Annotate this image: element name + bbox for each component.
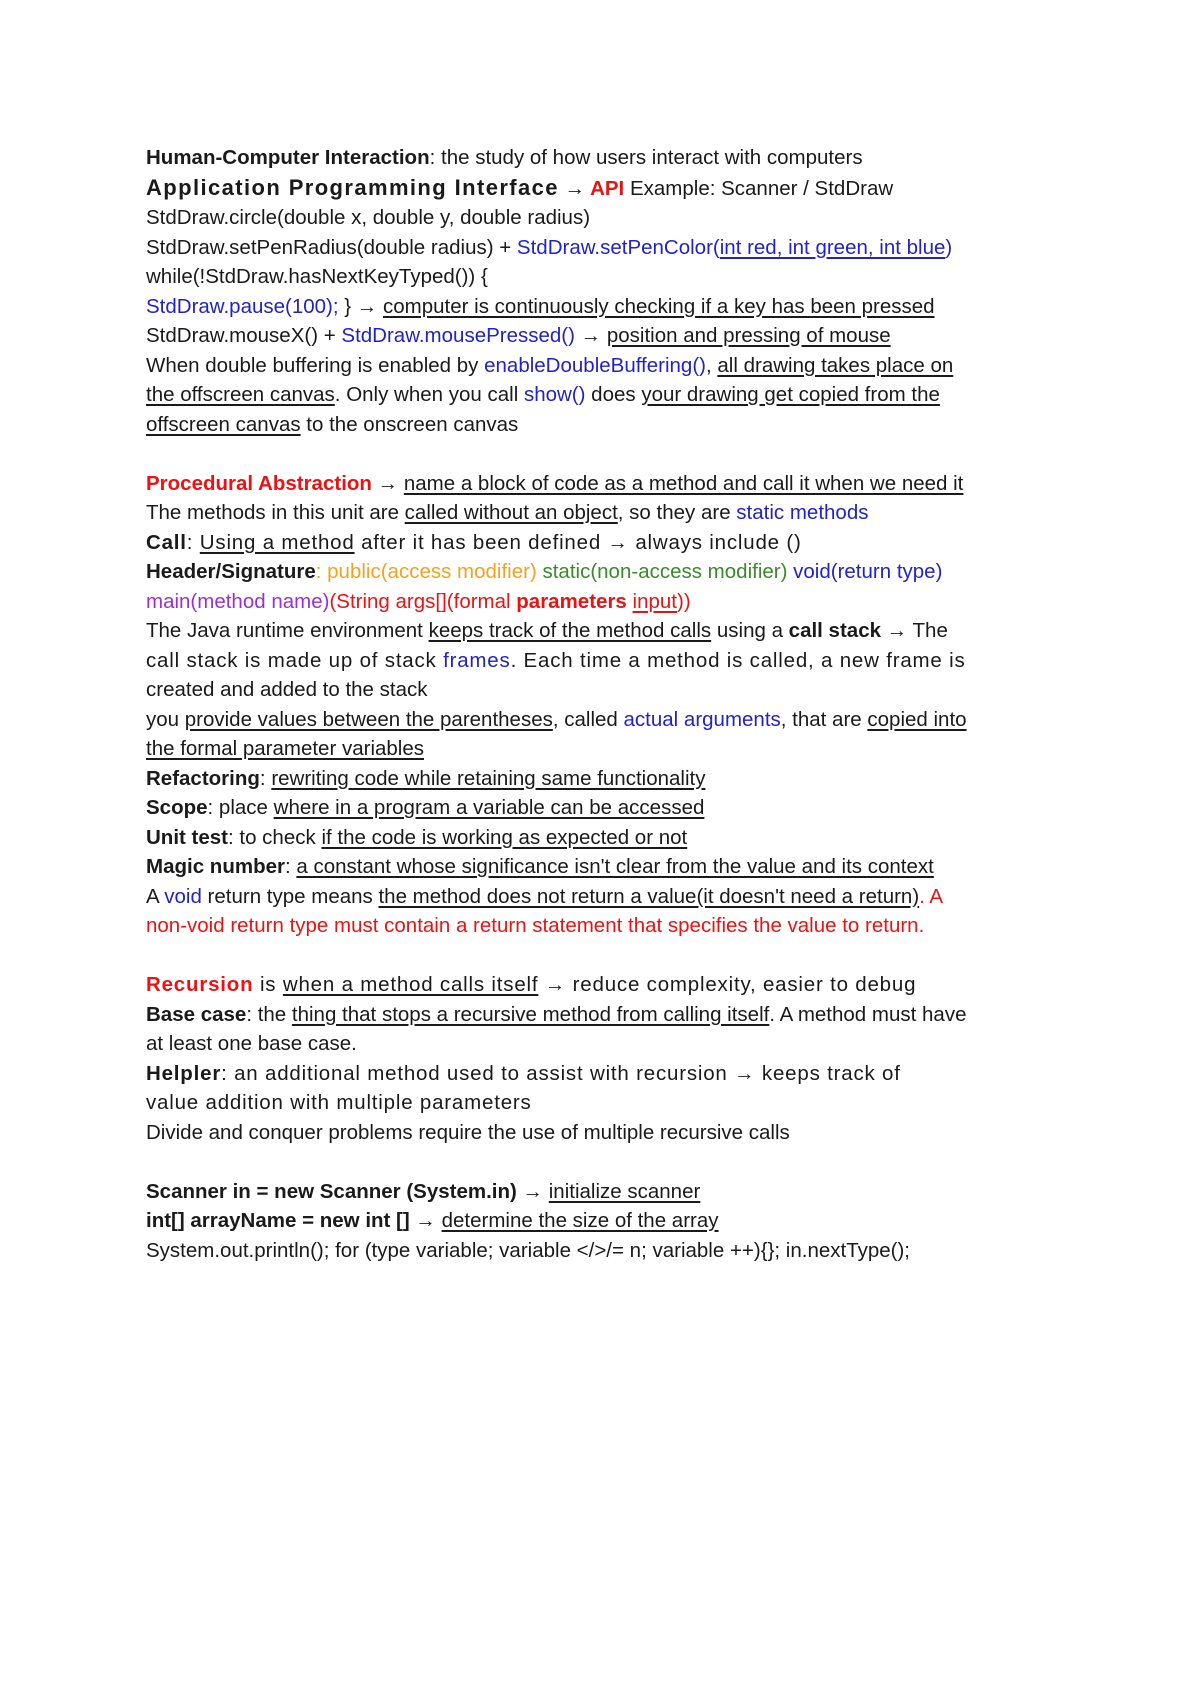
term-api: Application Programming Interface xyxy=(146,174,559,200)
term-procedural-abstraction: Procedural Abstraction xyxy=(146,471,372,495)
term-magic-number: Magic number xyxy=(146,855,285,878)
text-line: the formal parameter variables xyxy=(146,737,425,760)
notes-body xyxy=(146,143,1066,1265)
term-header-signature: Header/Signature xyxy=(146,560,316,583)
text-line: the offscreen canvas. Only when you call show() does your drawing get copied from the xyxy=(146,383,940,406)
code-line: StdDraw.pause(100); } → computer is continuously checking if a key has been pressed xyxy=(146,294,935,318)
unit-test-line: Unit test: to check if the code is working as expected or not xyxy=(146,825,688,849)
text-line: The methods in this unit are called without an object, so they are static methods xyxy=(146,501,869,524)
term-call-stack: call stack xyxy=(788,619,881,642)
term-call: Call xyxy=(146,530,187,554)
text-line: offscreen canvas to the onscreen canvas xyxy=(146,412,519,436)
text-line: The Java runtime environment keeps track of the method calls using a call stack → The xyxy=(146,619,948,642)
term-base-case: Base case xyxy=(146,1002,247,1026)
code-line: StdDraw.mouseX() + StdDraw.mousePressed() → position and pressing of mouse xyxy=(146,324,891,347)
term-helper: Helpler xyxy=(146,1061,222,1085)
code-line: StdDraw.setPenRadius(double radius) + StdDraw.setPenColor(int red, int green, int blue) xyxy=(146,235,953,259)
blank-line xyxy=(146,941,1066,971)
term-refactoring: Refactoring xyxy=(146,766,260,790)
text-line: value addition with multiple parameters xyxy=(146,1091,532,1114)
scope-line: Scope: place where in a program a variable can be accessed xyxy=(146,796,705,819)
array-line: int[] arrayName = new int [] → determine the size of the array xyxy=(146,1209,719,1232)
text-line: you provide values between the parentheses, called actual arguments, that are copied into xyxy=(146,707,967,731)
term-unit-test: Unit test xyxy=(146,825,228,849)
helper-line: Helpler: an additional method used to assist with recursion → keeps track of xyxy=(146,1061,901,1085)
base-case-line: Base case: the thing that stops a recursive method from calling itself. A method must have xyxy=(146,1002,967,1026)
code-line: System.out.println(); for (type variable; variable </>/= n; variable ++){}; in.nextType(); xyxy=(146,1238,910,1262)
text-line: created and added to the stack xyxy=(146,678,428,701)
call-line: Call: Using a method after it has been defined → always include () xyxy=(146,530,802,554)
code-scanner: Scanner in = new Scanner (System.in) xyxy=(146,1179,517,1203)
header-signature-line: Header/Signature: public(access modifier) static(non-access modifier) void(return type) xyxy=(146,560,943,583)
api-line: Application Programming Interface → API Example: Scanner / StdDraw xyxy=(146,174,894,200)
text-line: Divide and conquer problems require the use of multiple recursive calls xyxy=(146,1120,790,1144)
hci-line: Human-Computer Interaction: the study of how users interact with computers xyxy=(146,146,863,169)
term-recursion: Recursion xyxy=(146,973,254,996)
code-line: StdDraw.circle(double x, double y, double radius) xyxy=(146,206,591,229)
code-line: while(!StdDraw.hasNextKeyTyped()) { xyxy=(146,265,488,288)
header-signature-line: main(method name)(String args[](formal parameters input)) xyxy=(146,589,691,613)
text-line: A void return type means the method does not return a value(it doesn't need a return). A xyxy=(146,884,944,908)
text-line: at least one base case. xyxy=(146,1032,357,1055)
scanner-line: Scanner in = new Scanner (System.in) → initialize scanner xyxy=(146,1179,701,1203)
magic-number-line: Magic number: a constant whose significance isn't clear from the value and its context xyxy=(146,855,934,878)
term-hci: Human-Computer Interaction xyxy=(146,146,430,169)
recursion-line: Recursion is when a method calls itself → reduce complexity, easier to debug xyxy=(146,973,917,996)
text-line: call stack is made up of stack frames. Each time a method is called, a new frame is xyxy=(146,648,966,672)
blank-line xyxy=(146,1147,1066,1177)
blank-line xyxy=(146,439,1066,469)
code-array: int[] arrayName = new int [] xyxy=(146,1209,410,1232)
refactoring-line: Refactoring: rewriting code while retaining same functionality xyxy=(146,766,706,790)
text-line: When double buffering is enabled by enableDoubleBuffering(), all drawing takes place on xyxy=(146,353,954,377)
text-line: non-void return type must contain a return statement that specifies the value to return. xyxy=(146,914,925,937)
procedural-abstraction-line: Procedural Abstraction → name a block of code as a method and call it when we need it xyxy=(146,471,964,495)
term-scope: Scope xyxy=(146,796,208,819)
